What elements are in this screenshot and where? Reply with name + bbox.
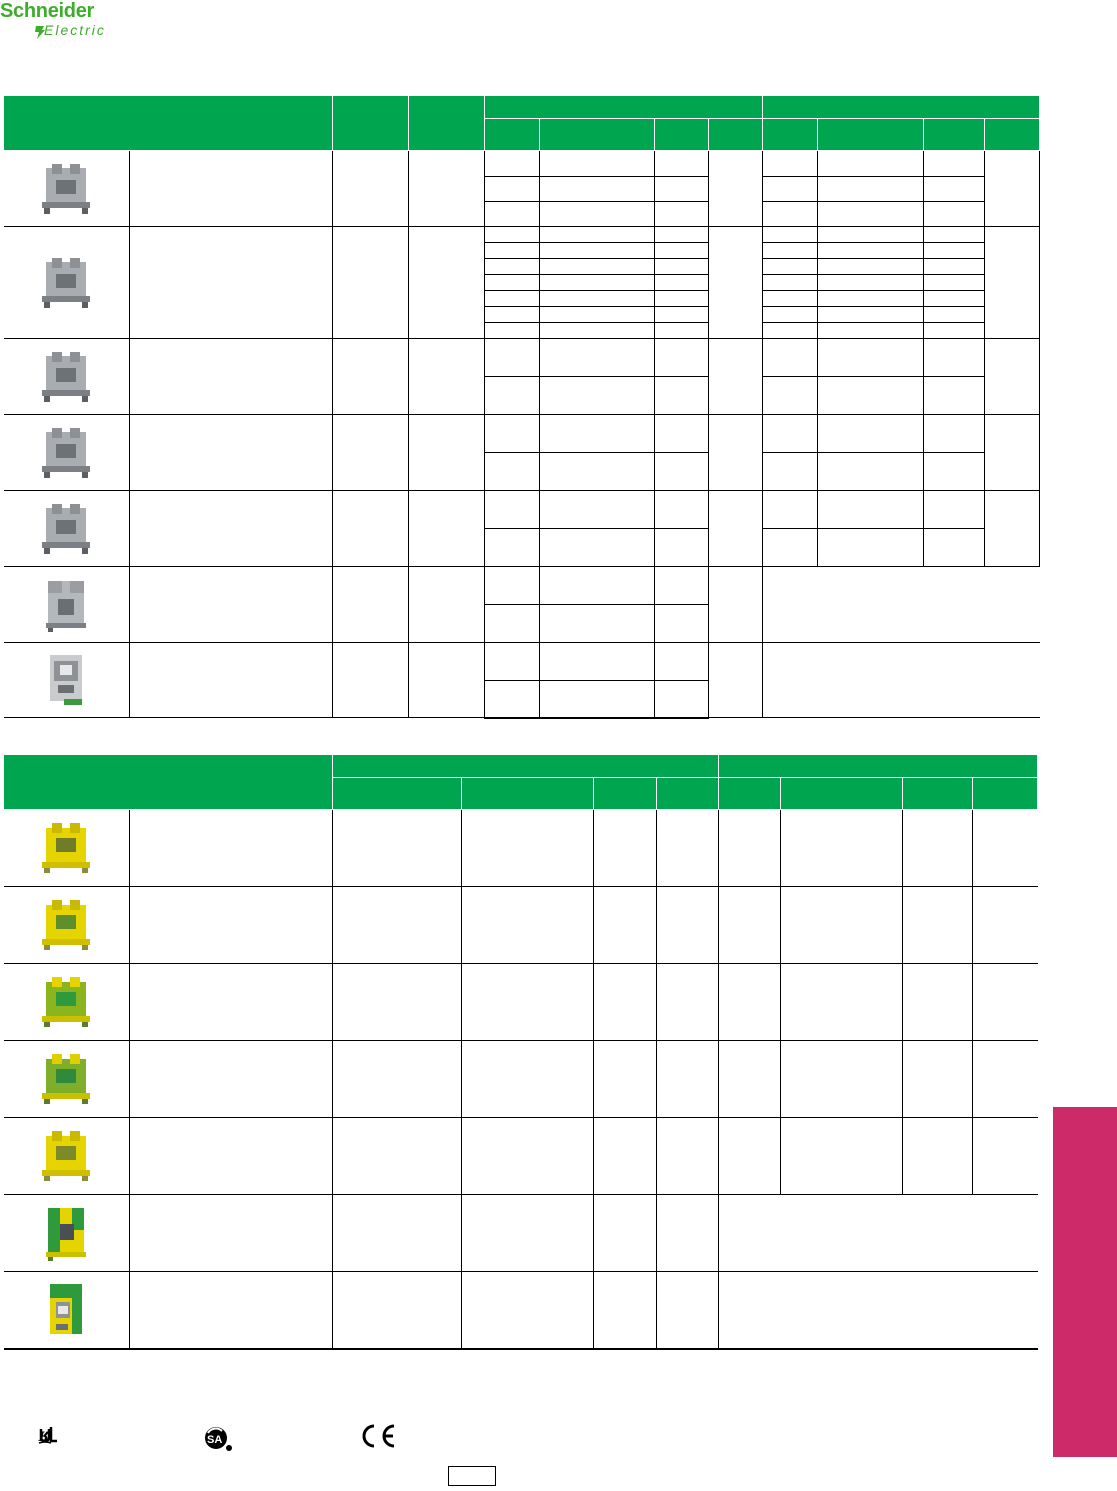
cell [709, 567, 763, 643]
header-product [4, 755, 333, 810]
product-image [4, 1272, 130, 1349]
cell [485, 529, 540, 567]
cell [540, 202, 655, 227]
cell [924, 491, 985, 529]
cell [540, 227, 655, 243]
cell [485, 275, 540, 291]
merged-blank-cell [763, 567, 1040, 643]
cell [333, 415, 409, 491]
yellow-green-earth-terminal-icon [38, 974, 94, 1030]
cell [333, 1272, 462, 1349]
cell [485, 491, 540, 529]
product-description [130, 491, 333, 567]
cell [409, 643, 485, 718]
cell [462, 1041, 594, 1118]
cell [763, 259, 818, 275]
ce-mark-icon [357, 1422, 399, 1455]
product-image [4, 491, 130, 567]
yellow-green-earth-terminal-icon [38, 897, 94, 953]
cell [485, 151, 540, 177]
cell [485, 259, 540, 275]
product-description [130, 964, 333, 1041]
header-group-a [485, 96, 763, 119]
cell [540, 339, 655, 377]
cell [985, 491, 1040, 567]
cell [485, 681, 540, 718]
cell [924, 227, 985, 243]
product-description [130, 887, 333, 964]
cell [818, 202, 924, 227]
cell [485, 307, 540, 323]
grey-terminal-block-icon [38, 426, 94, 480]
cell [485, 227, 540, 243]
product-description [130, 151, 333, 227]
cell [818, 453, 924, 491]
yellow-green-earth-terminal-icon [38, 1128, 94, 1184]
cell [763, 323, 818, 339]
cell [594, 1041, 657, 1118]
yellow-green-earth-terminal-icon [38, 820, 94, 876]
yellow-green-bolt-earth-terminal-icon [38, 1280, 94, 1340]
cell [924, 415, 985, 453]
cell [462, 887, 594, 964]
cell [540, 529, 655, 567]
cell [719, 887, 781, 964]
cell [657, 1195, 719, 1272]
cell [655, 605, 709, 643]
cell [594, 810, 657, 887]
cell [540, 291, 655, 307]
header-a1 [485, 119, 540, 151]
cell [594, 1118, 657, 1195]
merged-blank-cell [719, 1272, 1038, 1349]
cell [924, 177, 985, 202]
cell [485, 567, 540, 605]
cell [763, 275, 818, 291]
product-image [4, 1195, 130, 1272]
cell [903, 887, 973, 964]
cell [973, 1041, 1038, 1118]
section-side-tab[interactable] [1053, 1107, 1117, 1457]
product-description [130, 810, 333, 887]
grey-terminal-block-icon [38, 502, 94, 556]
product-image [4, 810, 130, 887]
cell [781, 810, 903, 887]
cell [903, 1118, 973, 1195]
cell [409, 567, 485, 643]
cell [540, 415, 655, 453]
cell [709, 491, 763, 567]
header-group-b [719, 755, 1038, 778]
svg-text:SA: SA [207, 1434, 223, 1446]
header-col-4 [409, 96, 485, 151]
cell [818, 415, 924, 453]
header-a4 [709, 119, 763, 151]
cell [973, 1118, 1038, 1195]
cell [818, 291, 924, 307]
cell [540, 151, 655, 177]
grey-terminal-block-icon [38, 256, 94, 310]
cell [655, 529, 709, 567]
cell [903, 1041, 973, 1118]
cell [818, 307, 924, 323]
header-a3 [655, 119, 709, 151]
svg-text:ʁ: ʁ [39, 1424, 49, 1446]
cell [763, 529, 818, 567]
cell [333, 339, 409, 415]
header-b2 [781, 778, 903, 810]
cell [540, 453, 655, 491]
cell [924, 377, 985, 415]
cell [818, 243, 924, 259]
merged-blank-cell [763, 643, 1040, 718]
product-description [130, 1195, 333, 1272]
cell [818, 491, 924, 529]
ul-recognized-icon [37, 1423, 77, 1452]
cell [485, 643, 540, 681]
cell [781, 1041, 903, 1118]
cell [485, 291, 540, 307]
cell [763, 227, 818, 243]
grey-terminal-block-icon [38, 162, 94, 216]
cell [657, 1272, 719, 1349]
cell [709, 339, 763, 415]
cell [924, 291, 985, 307]
header-b1 [763, 119, 818, 151]
cell [655, 259, 709, 275]
cell [333, 643, 409, 718]
yellow-green-large-earth-terminal-icon [38, 1204, 94, 1262]
product-description [130, 1272, 333, 1349]
cell [781, 964, 903, 1041]
cell [333, 1041, 462, 1118]
cell [655, 307, 709, 323]
cell [485, 605, 540, 643]
cell [985, 339, 1040, 415]
cell [818, 339, 924, 377]
header-col-3 [333, 96, 409, 151]
cell [781, 887, 903, 964]
header-b2 [818, 119, 924, 151]
cell [409, 227, 485, 339]
cell [763, 453, 818, 491]
cell [924, 339, 985, 377]
header-b4 [973, 778, 1038, 810]
terminal-block-spec-table [3, 96, 1040, 719]
cell [818, 529, 924, 567]
cell [485, 323, 540, 339]
cell [657, 1118, 719, 1195]
header-b1 [719, 778, 781, 810]
csa-icon [202, 1423, 236, 1462]
product-image [4, 887, 130, 964]
cell [657, 1041, 719, 1118]
header-b3 [924, 119, 985, 151]
header-group-a [333, 755, 719, 778]
cell [818, 323, 924, 339]
cell [409, 151, 485, 227]
grey-terminal-block-icon [38, 350, 94, 404]
cell [485, 177, 540, 202]
cell [485, 415, 540, 453]
cell [924, 323, 985, 339]
product-description [130, 1041, 333, 1118]
cell [709, 227, 763, 339]
product-image [4, 227, 130, 339]
cell [973, 887, 1038, 964]
cell [540, 567, 655, 605]
cell [924, 275, 985, 291]
cell [818, 177, 924, 202]
cell [409, 491, 485, 567]
cell [655, 339, 709, 377]
cell [409, 415, 485, 491]
cell [818, 151, 924, 177]
cell [763, 415, 818, 453]
cell [655, 177, 709, 202]
cell [540, 377, 655, 415]
cell [924, 202, 985, 227]
product-image [4, 567, 130, 643]
cell [333, 1195, 462, 1272]
cell [655, 275, 709, 291]
cell [709, 415, 763, 491]
cell [333, 887, 462, 964]
cell [655, 243, 709, 259]
cell [924, 307, 985, 323]
cell [655, 567, 709, 605]
product-description [130, 339, 333, 415]
product-image [4, 415, 130, 491]
cell [655, 453, 709, 491]
cell [540, 177, 655, 202]
cell [333, 227, 409, 339]
cell [655, 202, 709, 227]
header-a3 [594, 778, 657, 810]
cell [985, 227, 1040, 339]
cell [781, 1118, 903, 1195]
cell [763, 177, 818, 202]
cell [333, 567, 409, 643]
cell [540, 643, 655, 681]
cell [655, 291, 709, 307]
cell [540, 491, 655, 529]
cell [594, 887, 657, 964]
header-group-b [763, 96, 1040, 119]
cell [462, 1195, 594, 1272]
cell [540, 605, 655, 643]
cell [973, 810, 1038, 887]
merged-blank-cell [719, 1195, 1038, 1272]
product-description [130, 1118, 333, 1195]
cell [655, 681, 709, 718]
cell [719, 964, 781, 1041]
cell [655, 227, 709, 243]
cell [719, 810, 781, 887]
header-a2 [462, 778, 594, 810]
cell [719, 1118, 781, 1195]
cell [409, 339, 485, 415]
cell [763, 377, 818, 415]
product-image [4, 643, 130, 718]
cell [594, 964, 657, 1041]
cell [903, 964, 973, 1041]
cell [763, 307, 818, 323]
cell [540, 307, 655, 323]
cell [462, 810, 594, 887]
product-image [4, 339, 130, 415]
cell [763, 339, 818, 377]
cell [924, 151, 985, 177]
cell [763, 151, 818, 177]
cell [655, 643, 709, 681]
header-a1 [333, 778, 462, 810]
cell [973, 964, 1038, 1041]
cell [462, 1272, 594, 1349]
product-description [130, 415, 333, 491]
cell [719, 1041, 781, 1118]
cell [763, 491, 818, 529]
product-image [4, 1118, 130, 1195]
cell [540, 323, 655, 339]
cell [763, 202, 818, 227]
cell [657, 887, 719, 964]
header-product [4, 96, 333, 151]
cell [594, 1195, 657, 1272]
product-description [130, 643, 333, 718]
cell [903, 810, 973, 887]
header-a4 [657, 778, 719, 810]
cell [540, 275, 655, 291]
cell [657, 810, 719, 887]
cell [462, 1118, 594, 1195]
cell [540, 681, 655, 718]
cell [818, 259, 924, 275]
cell [709, 643, 763, 718]
product-image [4, 151, 130, 227]
cell [763, 243, 818, 259]
product-image [4, 1041, 130, 1118]
cell [333, 491, 409, 567]
cell [818, 377, 924, 415]
yellow-green-earth-terminal-icon [38, 1051, 94, 1107]
cell [818, 227, 924, 243]
cell [333, 151, 409, 227]
cell [485, 453, 540, 491]
header-a2 [540, 119, 655, 151]
cell [485, 243, 540, 259]
cell [763, 291, 818, 307]
cell [818, 275, 924, 291]
cell [333, 810, 462, 887]
cell [924, 243, 985, 259]
cell [924, 453, 985, 491]
cell [655, 151, 709, 177]
cell [485, 377, 540, 415]
cell [655, 491, 709, 529]
cell [657, 964, 719, 1041]
product-description [130, 227, 333, 339]
cell [333, 1118, 462, 1195]
cell [333, 964, 462, 1041]
cell [540, 243, 655, 259]
logo-name-bottom: Electric [44, 22, 106, 38]
cell [709, 151, 763, 227]
logo-name-top: Schneider [0, 0, 94, 22]
schneider-electric-logo [0, 0, 150, 44]
cell [655, 323, 709, 339]
earth-terminal-spec-table [3, 754, 1038, 1350]
cell [485, 339, 540, 377]
cell [924, 259, 985, 275]
product-description [130, 567, 333, 643]
cell [462, 964, 594, 1041]
cell [485, 202, 540, 227]
header-b4 [985, 119, 1040, 151]
cell [655, 377, 709, 415]
cell [985, 415, 1040, 491]
page-number-box [448, 1466, 496, 1486]
cell [924, 529, 985, 567]
cell [655, 415, 709, 453]
cell [540, 259, 655, 275]
cell [594, 1272, 657, 1349]
grey-large-terminal-block-icon [38, 577, 94, 633]
grey-bolt-terminal-block-icon [38, 651, 94, 709]
cell [985, 151, 1040, 227]
header-b3 [903, 778, 973, 810]
product-image [4, 964, 130, 1041]
